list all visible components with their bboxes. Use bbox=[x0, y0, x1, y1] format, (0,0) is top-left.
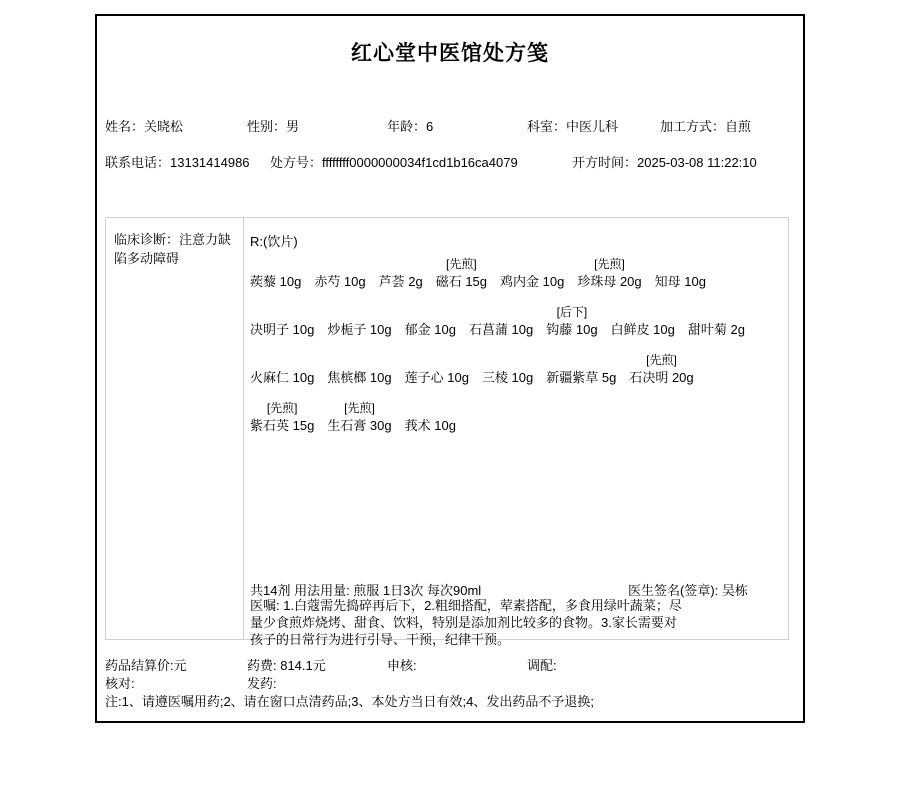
rx-header: R:(饮片) bbox=[250, 234, 298, 249]
herb-item bbox=[379, 256, 423, 291]
decoction-note: [先煎] bbox=[646, 353, 677, 367]
herb-name-dose: 生石膏 30g bbox=[327, 418, 392, 433]
decoction-note bbox=[405, 304, 456, 320]
patient-department: 科室：中医儿科 bbox=[527, 119, 619, 134]
check-field: 核对: bbox=[105, 676, 135, 691]
footer-note: 注:1、请遵医嘱用药;2、请在窗口点清药品;3、本处方当日有效;4、发出药品不予退换; bbox=[105, 694, 594, 709]
herb-name-dose: 赤芍 10g bbox=[314, 274, 366, 289]
decoction-note bbox=[314, 256, 365, 272]
decoction-note bbox=[688, 304, 745, 320]
decoction-note bbox=[655, 256, 706, 272]
herb-item bbox=[250, 400, 314, 435]
doctor-advice: 医嘱: 1.白蔻需先捣碎再后下，2.粗细搭配，荤素搭配，多食用绿叶蔬菜；尽量少食煎炸烧烤、甜食、饮料，特别是添加剂比较多的食物。3.家长需要对孩子的日常行为进行引导、干预，纪律干预。 bbox=[250, 598, 682, 647]
herb-name-dose: 磁石 15g bbox=[435, 274, 488, 289]
herb-name-dose: 石菖蒲 10g bbox=[468, 322, 534, 337]
decoction-note bbox=[327, 352, 391, 368]
prescription-number: 处方号：ffffffff0000000034f1cd1b16ca4079 bbox=[270, 155, 518, 170]
herb-name-dose: 郁金 10g bbox=[404, 322, 456, 337]
herb-name-dose: 白鲜皮 10g bbox=[610, 322, 675, 337]
herb-name-dose: 莪术 10g bbox=[404, 418, 456, 433]
herb-name-dose: 芦荟 2g bbox=[378, 274, 423, 289]
herb-line bbox=[250, 352, 788, 387]
prescription-time: 开方时间：2025-03-08 11:22:10 bbox=[572, 155, 757, 170]
decoction-note: [后下] bbox=[556, 305, 588, 319]
herb-item bbox=[327, 352, 391, 387]
herb-item bbox=[500, 256, 564, 291]
prescription-box bbox=[105, 217, 789, 647]
page-title: 红心堂中医馆处方笺 bbox=[351, 42, 549, 65]
herb-item bbox=[250, 304, 314, 339]
herb-name-dose: 珍珠母 20g bbox=[577, 274, 642, 289]
herb-item bbox=[250, 352, 314, 387]
dispense-field: 调配: bbox=[527, 658, 557, 673]
decoction-note: [先煎] bbox=[266, 401, 298, 415]
herb-item bbox=[327, 304, 391, 339]
herb-item bbox=[469, 304, 533, 339]
patient-gender: 性别：男 bbox=[247, 119, 300, 134]
herb-item bbox=[655, 256, 706, 291]
herb-name-dose: 知母 10g bbox=[654, 274, 706, 289]
decoction-note bbox=[250, 256, 301, 272]
herb-name-dose: 甜叶菊 2g bbox=[687, 322, 745, 337]
decoction-note bbox=[250, 352, 314, 368]
herb-item bbox=[577, 256, 641, 291]
decoction-note bbox=[546, 352, 616, 368]
decoction-note bbox=[611, 304, 675, 320]
patient-phone: 联系电话：13131414986 bbox=[105, 155, 250, 170]
prescription-sheet-border bbox=[95, 14, 805, 723]
doctor-signature: 医生签名(签章): 吴栋 bbox=[628, 583, 748, 598]
herb-name-dose: 鸡内金 10g bbox=[500, 274, 565, 289]
herb-name-dose: 焦槟榔 10g bbox=[327, 370, 392, 385]
decoction-note: [先煎] bbox=[344, 401, 375, 415]
herb-name-dose: 决明子 10g bbox=[250, 322, 315, 337]
decoction-note bbox=[405, 400, 456, 416]
herb-item bbox=[314, 256, 365, 291]
decoction-note bbox=[500, 256, 564, 272]
herb-item bbox=[611, 304, 675, 339]
decoction-note bbox=[405, 352, 469, 368]
herb-item bbox=[482, 352, 533, 387]
herb-name-dose: 火麻仁 10g bbox=[250, 370, 315, 385]
herb-name-dose: 石决明 20g bbox=[629, 370, 694, 385]
herb-item bbox=[327, 400, 391, 435]
decoction-note bbox=[250, 304, 314, 320]
decoction-note bbox=[379, 256, 423, 272]
herb-item bbox=[405, 400, 456, 435]
column-divider bbox=[243, 218, 244, 639]
herb-name-dose: 新疆紫草 5g bbox=[546, 370, 617, 385]
herb-item bbox=[436, 256, 487, 291]
patient-name: 姓名：关晓松 bbox=[105, 119, 184, 134]
herb-name-dose: 蒺藜 10g bbox=[250, 274, 302, 289]
herb-line bbox=[250, 304, 788, 339]
herb-item bbox=[405, 352, 469, 387]
herb-name-dose: 紫石英 15g bbox=[250, 418, 315, 433]
herb-name-dose: 三棱 10g bbox=[481, 370, 534, 385]
herb-item bbox=[405, 304, 456, 339]
settle-price-field: 药品结算价:元 bbox=[105, 658, 187, 673]
herb-line bbox=[250, 256, 788, 291]
decoction-note: [先煎] bbox=[594, 257, 625, 271]
herb-lines bbox=[250, 256, 788, 448]
patient-age: 年龄：6 bbox=[387, 119, 434, 134]
herb-name-dose: 莲子心 10g bbox=[404, 370, 469, 385]
decoction-note bbox=[327, 304, 391, 320]
herb-item bbox=[629, 352, 693, 387]
herb-item bbox=[546, 304, 597, 339]
herb-name-dose: 炒栀子 10g bbox=[327, 322, 392, 337]
herb-item bbox=[688, 304, 745, 339]
herb-name-dose: 钩藤 10g bbox=[546, 322, 598, 337]
processing-method: 加工方式：自煎 bbox=[660, 119, 752, 134]
decoction-note: [先煎] bbox=[446, 257, 477, 271]
clinical-diagnosis: 临床诊断：注意力缺陷多动障碍 bbox=[114, 232, 232, 266]
review-field: 申核: bbox=[387, 658, 417, 673]
issue-field: 发药: bbox=[247, 676, 277, 691]
decoction-note bbox=[469, 304, 533, 320]
herb-item bbox=[250, 256, 301, 291]
decoction-note bbox=[482, 352, 533, 368]
herb-line bbox=[250, 400, 788, 435]
usage-line: 共14剂 用法用量: 煎服 1日3次 每次90ml bbox=[250, 583, 482, 598]
drug-fee-field: 药费: 814.1元 bbox=[247, 658, 326, 673]
herb-item bbox=[546, 352, 616, 387]
